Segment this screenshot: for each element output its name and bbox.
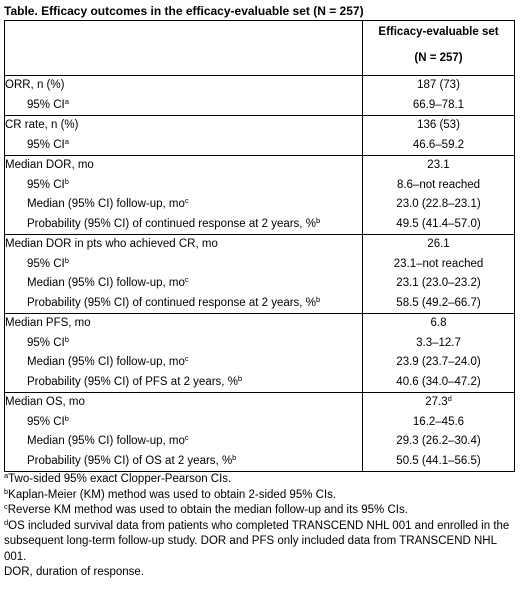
row-value: 23.1–not reached bbox=[363, 255, 515, 275]
row-value: 23.1 bbox=[363, 156, 515, 176]
row-value: 40.6 (34.0–47.2) bbox=[363, 373, 515, 393]
footnote-marker: d bbox=[447, 394, 452, 403]
row-label: Probability (95% CI) of OS at 2 years, %$^b$ bbox=[5, 452, 363, 472]
table-row bbox=[5, 393, 515, 413]
table-row bbox=[5, 255, 515, 275]
row-label: Median DOR, mo bbox=[5, 156, 363, 176]
table-row bbox=[5, 215, 515, 235]
footnote-marker: a bbox=[64, 96, 69, 106]
footnote: $^b$Kaplan-Meier (KM) method was used to obtain 2-sided 95% CIs. bbox=[4, 486, 337, 501]
row-label: Median (95% CI) follow-up, $mo^c$ bbox=[5, 274, 363, 294]
row-label: 95% $CI^b$ bbox=[5, 413, 363, 433]
footnote-marker: b bbox=[4, 486, 9, 496]
footnote-marker: b bbox=[64, 255, 69, 265]
table-title: Table. Efficacy outcomes in the efficacy-evaluable set (N = 257) bbox=[4, 4, 364, 18]
row-value: 27.3$^d$ bbox=[363, 393, 515, 413]
footnote-marker: c bbox=[184, 275, 189, 284]
table-row bbox=[5, 432, 515, 452]
row-label: CR rate, n (%) bbox=[5, 116, 363, 136]
footnote: $^c$Reverse KM method was used to obtain the median follow-up and its 95% CIs. bbox=[4, 502, 408, 516]
table-row bbox=[5, 136, 515, 156]
row-label: 95% $CI^a$ bbox=[5, 136, 363, 156]
footnote: $^d$OS included survival data from patients who completed TRANSCEND NHL 001 and enrolled in the subsequent long-term follow-up study. DOR and PFS only included data from TRANSCEND NHL 001. bbox=[4, 517, 510, 563]
footnotes bbox=[4, 472, 514, 581]
row-label: ORR, n (%) bbox=[5, 76, 363, 96]
footnote-marker: d bbox=[4, 517, 9, 527]
footnote: DOR, duration of response. bbox=[4, 566, 144, 578]
header-col2-line1: Efficacy-evaluable set bbox=[378, 26, 499, 38]
row-value: 187 (73) bbox=[363, 76, 515, 96]
row-value: 49.5 (41.4–57.0) bbox=[363, 215, 515, 235]
table-row bbox=[5, 96, 515, 116]
footnote-marker: b bbox=[64, 176, 69, 186]
row-value: 136 (53) bbox=[363, 116, 515, 136]
table-row bbox=[5, 116, 515, 136]
row-value: 23.9 (23.7–24.0) bbox=[363, 353, 515, 373]
row-label: Median (95% CI) follow-up, $mo^c$ bbox=[5, 195, 363, 215]
header-col1 bbox=[5, 21, 363, 76]
row-label: 95% $CI^a$ bbox=[5, 96, 363, 116]
footnote-marker: b bbox=[315, 215, 321, 225]
row-value: 29.3 (26.2–30.4) bbox=[363, 432, 515, 452]
header-col2-line2: (N = 257) bbox=[414, 52, 463, 64]
footnote: $^a$Two-sided 95% exact Clopper-Pearson CIs. bbox=[4, 471, 232, 485]
footnote-marker: b bbox=[64, 334, 69, 344]
row-label: Probability (95% CI) of PFS at 2 years, %$^b$ bbox=[5, 373, 363, 393]
footnote-marker: b bbox=[315, 294, 321, 304]
row-label: Median DOR in pts who achieved CR, mo bbox=[5, 235, 363, 255]
row-label: Probability (95% CI) of continued response at 2 years, %$^b$ bbox=[5, 215, 363, 235]
row-value: 26.1 bbox=[363, 235, 515, 255]
footnote-marker: a bbox=[64, 136, 69, 146]
footnote-marker: b bbox=[237, 373, 243, 383]
row-value: 23.1 (23.0–23.2) bbox=[363, 274, 515, 294]
row-value: 3.3–12.7 bbox=[363, 334, 515, 354]
row-label: 95% $CI^b$ bbox=[5, 176, 363, 196]
table-row bbox=[5, 373, 515, 393]
footnote-marker: a bbox=[4, 471, 9, 480]
row-label: Median (95% CI) follow-up, $mo^c$ bbox=[5, 432, 363, 452]
row-label: Median OS, mo bbox=[5, 393, 363, 413]
row-value: 50.5 (44.1–56.5) bbox=[363, 452, 515, 472]
table-row bbox=[5, 353, 515, 373]
footnote-marker: c bbox=[184, 354, 189, 363]
table-row bbox=[5, 334, 515, 354]
header-col2 bbox=[363, 21, 515, 76]
footnote-marker: b bbox=[232, 452, 237, 462]
table-row bbox=[5, 176, 515, 196]
table-row bbox=[5, 195, 515, 215]
footnote-marker: c bbox=[184, 196, 189, 205]
row-label: Median PFS, mo bbox=[5, 314, 363, 334]
table-row bbox=[5, 235, 515, 255]
row-value: 46.6–59.2 bbox=[363, 136, 515, 156]
row-value: 8.6–not reached bbox=[363, 176, 515, 196]
table-row bbox=[5, 76, 515, 96]
row-value: 23.0 (22.8–23.1) bbox=[363, 195, 515, 215]
row-label: 95% $CI^b$ bbox=[5, 255, 363, 275]
footnote-marker: c bbox=[184, 433, 189, 442]
table-row bbox=[5, 274, 515, 294]
table-row bbox=[5, 156, 515, 176]
row-label: Probability (95% CI) of continued response at 2 years, %$^b$ bbox=[5, 294, 363, 314]
row-label: 95% $CI^b$ bbox=[5, 334, 363, 354]
table-row bbox=[5, 452, 515, 472]
row-value: 16.2–45.6 bbox=[363, 413, 515, 433]
table-header-row bbox=[5, 21, 515, 76]
table-row bbox=[5, 294, 515, 314]
table-row bbox=[5, 314, 515, 334]
table-row bbox=[5, 413, 515, 433]
footnote-marker: c bbox=[4, 502, 8, 511]
efficacy-table bbox=[4, 20, 515, 472]
footnote-marker: b bbox=[64, 413, 69, 423]
row-value: 6.8 bbox=[363, 314, 515, 334]
row-value: 66.9–78.1 bbox=[363, 96, 515, 116]
row-label: Median (95% CI) follow-up, $mo^c$ bbox=[5, 353, 363, 373]
row-value: 58.5 (49.2–66.7) bbox=[363, 294, 515, 314]
